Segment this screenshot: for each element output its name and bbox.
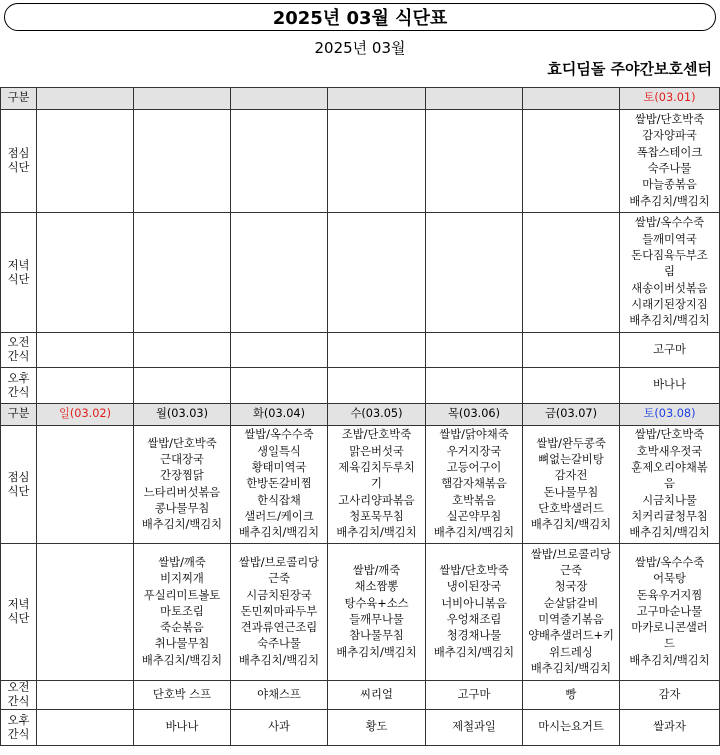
day-header: [134, 88, 231, 110]
menu-item: 뼈없는갈비탕: [538, 452, 604, 466]
menu-item: 쌀밥/옥수수죽: [244, 428, 314, 442]
day-header: [523, 88, 620, 110]
menu-item: 마시는요거트: [538, 720, 604, 734]
menu-item: 쌀밥/단호박죽: [439, 564, 509, 578]
week2-header-row: [1, 404, 720, 426]
menu-item: 돈다짐육두부조: [631, 249, 708, 263]
menu-item: 점심: [7, 147, 30, 160]
menu-item: 우엉채조림: [446, 613, 502, 626]
day-header: 토(03.08): [620, 404, 720, 426]
menu-item: 배추김치/백김치: [238, 526, 320, 540]
menu-item: 느타리버섯볶음: [143, 485, 221, 499]
menu-item: 호박볶음: [452, 493, 496, 507]
menu-item: 오후: [7, 713, 30, 727]
menu-item: 견과류연근조림: [240, 621, 318, 635]
menu-item: 폭찹스테이크: [636, 145, 703, 159]
menu-cell: [37, 368, 134, 404]
menu-item: 순살닭갈비: [543, 596, 599, 610]
menu-item: 오전: [7, 681, 30, 694]
menu-cell: [37, 544, 134, 681]
menu-item: 푸실리미트볼토: [143, 588, 221, 602]
menu-item: 쌀밥/옥수수죽: [634, 555, 705, 569]
menu-cell: [37, 710, 134, 746]
menu-item: 고구마: [457, 687, 491, 701]
menu-cell: [37, 426, 134, 544]
week1-menu-row: [1, 110, 720, 213]
day-header: 일(03.02): [37, 404, 134, 426]
menu-cell: [134, 110, 231, 213]
menu-item: 감자양파국: [642, 129, 697, 143]
day-header: [328, 88, 426, 110]
menu-cell: [37, 333, 134, 368]
menu-cell: [328, 681, 426, 710]
menu-item: 한식잡채: [257, 493, 301, 507]
week1-menu-row: [1, 213, 720, 333]
day-header: [426, 88, 523, 110]
menu-cell: [134, 710, 231, 746]
header-label: 구분: [1, 404, 37, 426]
menu-cell: [620, 333, 720, 368]
row-label: [1, 426, 37, 544]
menu-item: 조밥/단호박죽: [341, 428, 412, 442]
menu-item: 쌀밥/브로콜리당: [238, 555, 320, 569]
menu-item: 쌀밥/브로콜리당: [530, 547, 612, 561]
menu-item: 바나나: [165, 720, 199, 734]
menu-title: 2025년 03월 식단표: [4, 3, 716, 31]
menu-item: 제철과일: [452, 720, 496, 734]
menu-cell: [523, 681, 620, 710]
menu-cell: [328, 368, 426, 404]
month-subtitle: 2025년 03월: [314, 39, 406, 57]
menu-item: 새송이버섯볶음: [631, 281, 708, 295]
menu-cell: [426, 213, 523, 333]
menu-item: 간식: [7, 385, 30, 399]
menu-item: 마카로니콘샐러: [631, 621, 708, 635]
menu-item: 훈제오리야채볶: [631, 461, 708, 475]
menu-item: 씨리얼: [360, 687, 393, 701]
menu-cell: [620, 710, 720, 746]
menu-item: 단호박샐러드: [538, 501, 604, 515]
menu-item: 근죽: [268, 572, 290, 586]
menu-item: 배추김치/백김치: [141, 653, 223, 667]
menu-item: 쌀밥/깨죽: [352, 564, 401, 578]
menu-item: 돈육우거지찜: [636, 588, 703, 602]
menu-item: 실곤약무침: [446, 509, 502, 523]
row-label: [1, 710, 37, 746]
menu-item: 마토조림: [160, 604, 204, 618]
menu-item: 간장찜닭: [160, 469, 204, 483]
menu-cell: [328, 544, 426, 681]
menu-item: 간식: [7, 727, 30, 741]
menu-item: 햄감자채볶음: [441, 477, 507, 491]
menu-item: 식단: [7, 484, 30, 498]
day-header: 토(03.01): [620, 88, 720, 110]
menu-item: 배추김치/백김치: [141, 518, 223, 532]
menu-item: 비지찌개: [160, 572, 204, 586]
menu-item: 근대장국: [160, 452, 204, 466]
menu-item: 위드레싱: [549, 645, 593, 659]
menu-item: 시금치된장국: [246, 588, 312, 602]
menu-item: 식단: [7, 612, 30, 625]
menu-item: 돈민찌마파두부: [240, 604, 318, 618]
menu-item: 드: [664, 637, 675, 651]
menu-item: 쌀밥/단호박죽: [147, 436, 217, 450]
week2-menu-row: [1, 544, 720, 681]
menu-item: 배추김치/백김치: [530, 661, 612, 675]
menu-item: 간식: [7, 350, 30, 363]
row-label: [1, 368, 37, 404]
menu-item: 간식: [7, 695, 30, 708]
menu-cell: [37, 213, 134, 333]
menu-cell: [231, 710, 328, 746]
menu-item: 점심: [7, 470, 30, 484]
menu-cell: [620, 213, 720, 333]
header-label: 구분: [1, 88, 37, 110]
menu-cell: [620, 544, 720, 681]
menu-item: 제육김치두루치: [338, 461, 415, 475]
menu-item: 식단: [7, 161, 30, 174]
menu-item: 고구마: [653, 342, 686, 356]
day-header: 월(03.03): [134, 404, 231, 426]
menu-item: 배추김치/백김치: [629, 526, 710, 540]
menu-cell: [231, 213, 328, 333]
menu-item: 숙주나물: [257, 637, 301, 651]
row-label: [1, 333, 37, 368]
day-header: 화(03.04): [231, 404, 328, 426]
week2-menu-row: [1, 681, 720, 710]
menu-item: 식단: [7, 272, 30, 286]
menu-cell: [134, 544, 231, 681]
menu-item: 배추김치/백김치: [433, 526, 515, 540]
menu-item: 황도: [365, 720, 388, 734]
menu-item: 맑은버섯국: [349, 444, 404, 458]
menu-item: 시금치나물: [642, 493, 697, 507]
menu-item: 우거지장국: [446, 444, 502, 458]
menu-cell: [231, 544, 328, 681]
menu-item: 바나나: [653, 378, 686, 392]
menu-cell: [426, 333, 523, 368]
menu-item: 근죽: [560, 564, 582, 578]
menu-cell: [328, 213, 426, 333]
menu-cell: [426, 110, 523, 213]
menu-item: 고등어구이: [446, 461, 502, 475]
menu-cell: [523, 110, 620, 213]
menu-cell: [620, 110, 720, 213]
menu-item: 양배추샐러드+키: [528, 629, 614, 643]
menu-cell: [523, 213, 620, 333]
menu-item: 죽순볶음: [160, 621, 204, 635]
menu-item: 배추김치/백김치: [336, 526, 417, 540]
menu-cell: [231, 333, 328, 368]
week1-header-row: [1, 88, 720, 110]
menu-item: 배추김치/백김치: [629, 653, 710, 667]
menu-item: 오후: [7, 371, 30, 385]
menu-item: 쌀밥/단호박죽: [634, 113, 705, 127]
menu-item: 고사리양파볶음: [338, 493, 415, 507]
menu-item: 들깨무나물: [349, 613, 404, 626]
menu-cell: [620, 681, 720, 710]
menu-item: 취나물무침: [154, 637, 210, 651]
menu-item: 채소짬뽕: [354, 580, 399, 594]
menu-item: 쌀과자: [653, 720, 686, 734]
menu-item: 배추김치/백김치: [433, 645, 515, 659]
row-label: [1, 213, 37, 333]
menu-item: 감자전: [554, 469, 588, 483]
menu-item: 어묵탕: [653, 572, 686, 586]
menu-cell: [523, 710, 620, 746]
menu-item: 황태미역국: [251, 461, 307, 475]
menu-cell: [134, 368, 231, 404]
menu-item: 마늘종볶음: [642, 178, 697, 192]
menu-cell: [620, 368, 720, 404]
menu-item: 미역줄기볶음: [538, 613, 604, 626]
day-header: 금(03.07): [523, 404, 620, 426]
menu-item: 쌀밥/옥수수죽: [634, 216, 705, 230]
menu-item: 빵: [565, 687, 577, 701]
menu-cell: [134, 333, 231, 368]
menu-item: 단호박 스프: [152, 687, 212, 701]
week2-menu-row: [1, 426, 720, 544]
menu-cell: [134, 426, 231, 544]
menu-item: 배추김치/백김치: [629, 194, 710, 208]
menu-item: 청포묵무침: [349, 509, 404, 523]
menu-item: 냉이된장국: [446, 580, 502, 594]
menu-cell: [523, 426, 620, 544]
menu-item: 돈나물무침: [543, 485, 599, 499]
menu-item: 쌀밥/닭야채죽: [439, 428, 509, 442]
menu-cell: [426, 368, 523, 404]
week2-menu-row: [1, 710, 720, 746]
day-header: [37, 88, 134, 110]
menu-item: 림: [664, 265, 675, 279]
menu-cell: [231, 368, 328, 404]
row-label: [1, 110, 37, 213]
menu-item: 참나물무침: [349, 629, 404, 643]
menu-cell: [426, 426, 523, 544]
menu-item: 청경채나물: [446, 629, 502, 643]
menu-item: 시래기된장지짐: [631, 297, 708, 311]
menu-cell: [37, 681, 134, 710]
menu-cell: [523, 333, 620, 368]
menu-item: 탕수육+소스: [344, 596, 409, 610]
row-label: [1, 681, 37, 710]
center-name: 효디딤돌 주야간보호센터: [547, 60, 712, 78]
menu-item: 쌀밥/완두콩죽: [536, 436, 606, 450]
menu-cell: [328, 110, 426, 213]
day-header: 수(03.05): [328, 404, 426, 426]
menu-cell: [134, 213, 231, 333]
menu-item: 콩나물무침: [154, 501, 210, 515]
menu-item: 사과: [268, 720, 290, 734]
menu-item: 고구마순나물: [636, 604, 703, 618]
week1-menu-row: [1, 368, 720, 404]
menu-item: 샐러드/케이크: [244, 509, 314, 523]
row-label: [1, 544, 37, 681]
menu-cell: [426, 710, 523, 746]
menu-item: 들깨미역국: [642, 232, 697, 246]
menu-item: 야채스프: [257, 687, 301, 701]
menu-item: 생일특식: [257, 444, 301, 458]
menu-item: 호박새우젓국: [636, 444, 703, 458]
menu-cell: [37, 110, 134, 213]
menu-item: 배추김치/백김치: [629, 314, 710, 328]
menu-cell: [231, 681, 328, 710]
menu-cell: [426, 681, 523, 710]
menu-item: 음: [664, 477, 675, 491]
menu-cell: [620, 426, 720, 544]
menu-cell: [231, 426, 328, 544]
menu-item: 오전: [7, 336, 30, 349]
menu-item: 기: [371, 477, 382, 491]
menu-item: 감자: [658, 687, 681, 701]
menu-cell: [328, 426, 426, 544]
menu-cell: [231, 110, 328, 213]
menu-item: 저녁: [7, 598, 30, 611]
menu-table: [0, 87, 720, 746]
menu-cell: [426, 544, 523, 681]
menu-cell: [134, 681, 231, 710]
menu-cell: [328, 333, 426, 368]
menu-item: 숙주나물: [647, 162, 692, 175]
day-header: [231, 88, 328, 110]
menu-item: 배추김치/백김치: [530, 518, 612, 532]
menu-item: 배추김치/백김치: [336, 645, 417, 659]
menu-item: 쌀밥/깨죽: [158, 555, 206, 569]
day-header: 목(03.06): [426, 404, 523, 426]
menu-item: 쌀밥/단호박죽: [634, 428, 705, 442]
week1-menu-row: [1, 333, 720, 368]
menu-item: 한방돈갈비찜: [246, 477, 312, 491]
menu-item: 배추김치/백김치: [238, 653, 320, 667]
menu-cell: [328, 710, 426, 746]
menu-item: 저녁: [7, 258, 30, 272]
menu-item: 너비아니볶음: [441, 596, 507, 610]
menu-item: 치커리귤청무침: [631, 509, 708, 523]
menu-item: 청국장: [554, 580, 588, 594]
menu-cell: [523, 544, 620, 681]
menu-cell: [523, 368, 620, 404]
